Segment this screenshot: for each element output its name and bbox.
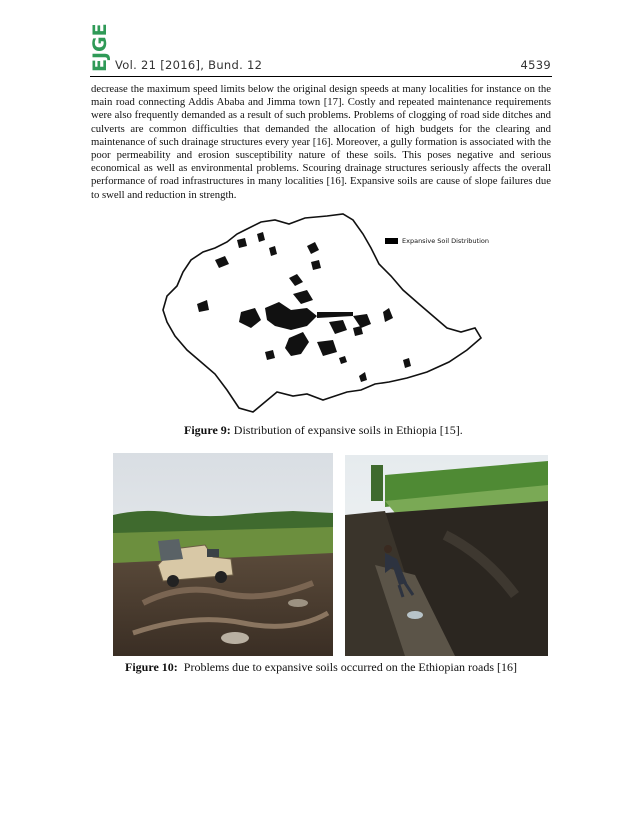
figure-10-text: Problems due to expansive soils occurred on the Ethiopian roads [16] xyxy=(177,660,518,674)
page-number: 4539 xyxy=(520,58,551,72)
figure-9-label: Figure 9: xyxy=(184,423,231,437)
figure-10-caption xyxy=(125,660,517,675)
header-rule xyxy=(90,76,552,77)
body-text xyxy=(91,83,551,202)
figure-9-caption xyxy=(184,423,463,438)
figure-10-label: Figure 10: xyxy=(125,660,178,674)
map-legend xyxy=(385,237,489,245)
erosion-gully-photo xyxy=(345,455,548,656)
page-header xyxy=(115,55,551,75)
journal-logo xyxy=(90,20,110,74)
legend-swatch xyxy=(385,238,398,244)
ethiopia-map-figure xyxy=(157,212,507,420)
figure-9-text: Distribution of expansive soils in Ethiopia [15]. xyxy=(230,423,463,437)
body-paragraph: decrease the maximum speed limits below the original design speeds at many localities for instance on the main road connecting Addis Ababa and Jimma town [17]. Costly and repeated maintenance requirements were also frequently demanded as a result of such problems. Problems of clogging of road side ditches and culverts are common difficulties that demanded the allocation of high budgets for the clearing and maintenance of such drainage structures every year [16]. Moreover, a gully formation is associated with the poor permeability and erosion susceptibility nature of these soils. This poses negative and serious economical as well as environmental problems. Scouring drainage structures seriously affects the overall performance of road infrastructures in many localities [16]. Expansive soils are cause of slope failures due to swell and reduction in strength. xyxy=(91,83,551,201)
legend-label: Expansive Soil Distribution xyxy=(402,237,489,245)
logo-text: EJGE xyxy=(90,23,110,72)
volume-info: Vol. 21 [2016], Bund. 12 xyxy=(115,58,263,72)
muddy-road-photo xyxy=(113,453,333,656)
